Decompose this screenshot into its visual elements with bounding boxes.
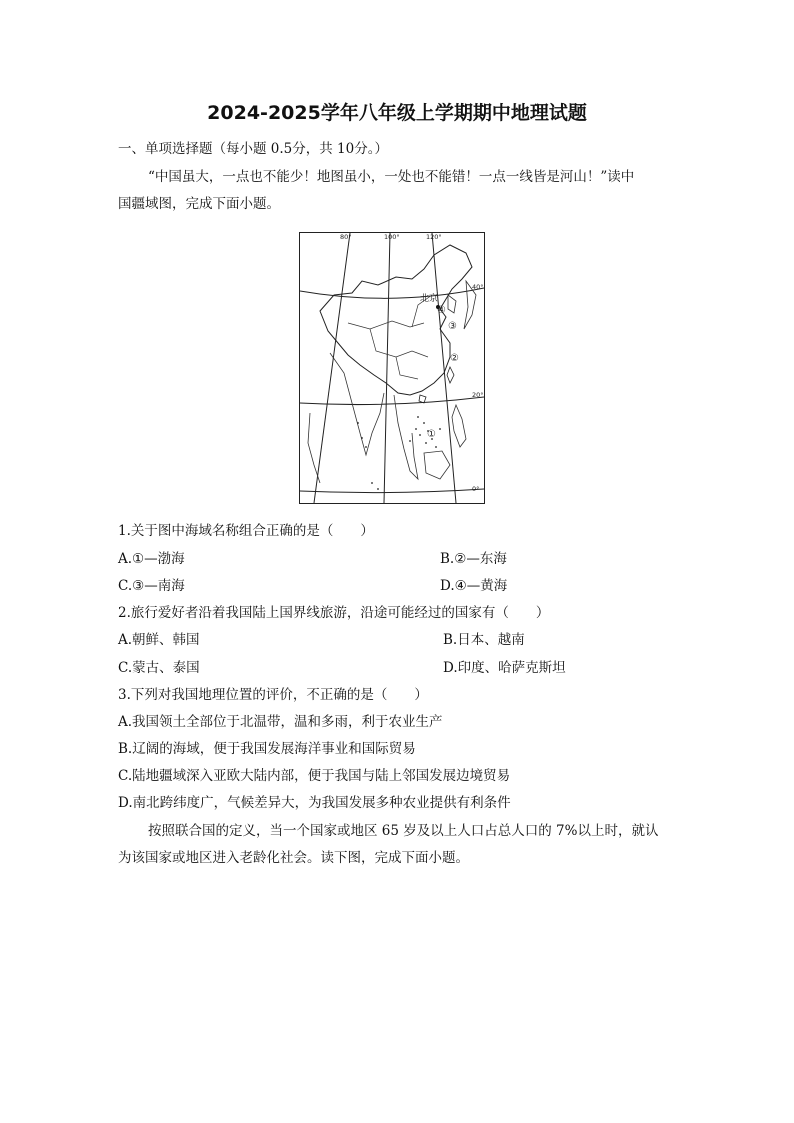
longitude-120-line (432, 233, 456, 503)
lon-label-100: 100° (384, 233, 400, 241)
question-3-option-a: A.我国领土全部位于北温带，温和多雨，利于农业生产 (118, 714, 443, 730)
question-2-option-d: D.印度、哈萨克斯坦 (443, 660, 566, 676)
china-territory-map (299, 232, 485, 504)
beijing-label: 北京 (420, 294, 439, 304)
intro-line-1: “中国虽大，一点也不能少！地图虽小，一处也不能错！一点一线皆是河山！”读中 (148, 169, 635, 185)
question-3-option-c: C.陆地疆域深入亚欧大陆内部，便于我国与陆上邻国发展边境贸易 (118, 768, 511, 784)
marker-3: ③ (448, 321, 457, 332)
question-1-option-a: A.①—渤海 (118, 551, 185, 567)
longitude-100-line (384, 233, 390, 503)
longitude-80-line (314, 233, 350, 503)
question-1-option-c: C.③—南海 (118, 578, 185, 594)
question-3-option-b: B.辽阔的海域，便于我国发展海洋事业和国际贸易 (118, 741, 416, 757)
marker-4: ④ (437, 305, 446, 316)
taiwan-island (447, 367, 454, 383)
intro2-line-2: 为该国家或地区进入老龄化社会。读下图，完成下面小题。 (118, 850, 469, 866)
lon-label-80: 80° (340, 233, 352, 241)
intro2-line-1: 按照联合国的定义，当一个国家或地区 65 岁及以上人口占总人口的 7%以上时，就认 (148, 823, 659, 839)
question-3-stem: 3.下列对我国地理位置的评价，不正确的是（ ） (118, 687, 428, 703)
marker-1: ① (427, 429, 436, 440)
intro-line-2: 国疆域图，完成下面小题。 (118, 196, 280, 212)
map-drawing (300, 233, 484, 503)
question-2-option-a: A.朝鲜、韩国 (118, 632, 200, 648)
question-1-option-b: B.②—东海 (440, 551, 507, 567)
lon-label-120: 120° (426, 233, 442, 241)
page-title: 2024-2025学年八年级上学期期中地理试题 (207, 102, 587, 124)
lat-label-20: 20° (472, 391, 484, 399)
question-2-stem: 2.旅行爱好者沿着我国陆上国界线旅游，沿途可能经过的国家有（ ） (118, 605, 550, 621)
question-1-option-d: D.④—黄海 (440, 578, 508, 594)
question-2-option-b: B.日本、越南 (443, 632, 525, 648)
section-heading: 一、单项选择题（每小题 0.5分，共 10分。） (118, 141, 388, 157)
question-1-stem: 1.关于图中海域名称组合正确的是（ ） (118, 523, 374, 539)
question-2-option-c: C.蒙古、泰国 (118, 660, 200, 676)
china-outline (320, 245, 472, 395)
hainan-island (419, 395, 426, 403)
question-3-option-d: D.南北跨纬度广，气候差异大，为我国发展多种农业提供有利条件 (118, 795, 511, 811)
latitude-0-line (300, 489, 484, 493)
latitude-40-line (300, 288, 484, 298)
lat-label-0: 0° (472, 485, 480, 493)
marker-2: ② (450, 353, 459, 364)
lat-label-40: 40° (472, 283, 484, 291)
